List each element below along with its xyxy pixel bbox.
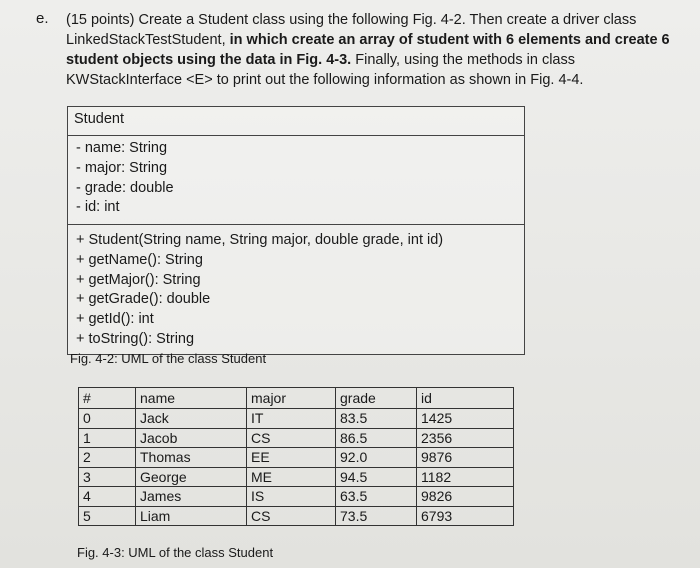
- table-cell: CS: [247, 506, 336, 526]
- table-cell: Liam: [136, 506, 247, 526]
- uml-method: + getMajor(): String: [76, 271, 201, 288]
- table-row: [79, 506, 514, 526]
- table-row: [79, 428, 514, 448]
- uml-class-diagram: [67, 106, 525, 355]
- table-cell: 4: [79, 487, 136, 507]
- question-bold: in which create an array of student with 6 elements and create 6 student objects using the data in Fig. 4-3.: [66, 32, 670, 68]
- table-row: [79, 448, 514, 468]
- table-cell: CS: [247, 428, 336, 448]
- table-cell: 86.5: [336, 428, 417, 448]
- question-intro: (15 points) Create a Student class using the following Fig. 4-2. Then create a driver class LinkedStackTestStudent,: [66, 12, 637, 48]
- table-cell: 2356: [417, 428, 514, 448]
- table-cell: IS: [247, 487, 336, 507]
- table-header-cell: id: [417, 388, 514, 409]
- table-cell: 3: [79, 467, 136, 487]
- uml-method: + Student(String name, String major, double grade, int id): [76, 232, 444, 248]
- table-cell: Jacob: [136, 428, 247, 448]
- table-row: [79, 467, 514, 487]
- uml-method: + getName(): String: [76, 251, 203, 268]
- uml-fields: [68, 136, 524, 224]
- table-cell: 6793: [417, 506, 514, 526]
- uml-class-name: Student: [68, 107, 524, 136]
- uml-method: + getGrade(): double: [76, 291, 211, 308]
- uml-method: + getId(): int: [76, 311, 154, 328]
- table-row: [79, 487, 514, 507]
- uml-methods: [68, 224, 524, 354]
- student-data-table: [78, 387, 514, 526]
- uml-field: - name: String: [76, 140, 168, 156]
- table-cell: Jack: [136, 409, 247, 429]
- table-cell: 92.0: [336, 448, 417, 468]
- table-header-cell: grade: [336, 388, 417, 409]
- figure-caption-4-2: Fig. 4-2: UML of the class Student: [70, 351, 267, 366]
- table-cell: ME: [247, 467, 336, 487]
- uml-field: - grade: double: [76, 179, 174, 196]
- table-cell: 1: [79, 428, 136, 448]
- question-text: [66, 10, 692, 90]
- uml-field: - major: String: [76, 159, 168, 176]
- table-row: [79, 409, 514, 429]
- table-cell: 73.5: [336, 506, 417, 526]
- question-outro: Finally, using the methods in class KWStackInterface <E> to print out the following information as shown in Fig. 4-4.: [66, 52, 584, 88]
- table-cell: 9876: [417, 448, 514, 468]
- table-cell: George: [136, 467, 247, 487]
- table-cell: 0: [79, 409, 136, 429]
- table-cell: James: [136, 487, 247, 507]
- table-header-cell: major: [247, 388, 336, 409]
- table-cell: IT: [247, 409, 336, 429]
- table-cell: 83.5: [336, 409, 417, 429]
- table-cell: Thomas: [136, 448, 247, 468]
- table-header-cell: #: [79, 388, 136, 409]
- question-label: e.: [36, 10, 49, 27]
- table-cell: EE: [247, 448, 336, 468]
- figure-caption-4-3: Fig. 4-3: UML of the class Student: [77, 545, 274, 560]
- table-cell: 63.5: [336, 487, 417, 507]
- table-cell: 1425: [417, 409, 514, 429]
- table-cell: 94.5: [336, 467, 417, 487]
- table-cell: 2: [79, 448, 136, 468]
- table-header-cell: name: [136, 388, 247, 409]
- uml-field: - id: int: [76, 199, 120, 216]
- table-cell: 5: [79, 506, 136, 526]
- table-header-row: [79, 388, 514, 409]
- uml-method: + toString(): String: [76, 330, 195, 347]
- table-cell: 1182: [417, 467, 514, 487]
- table-cell: 9826: [417, 487, 514, 507]
